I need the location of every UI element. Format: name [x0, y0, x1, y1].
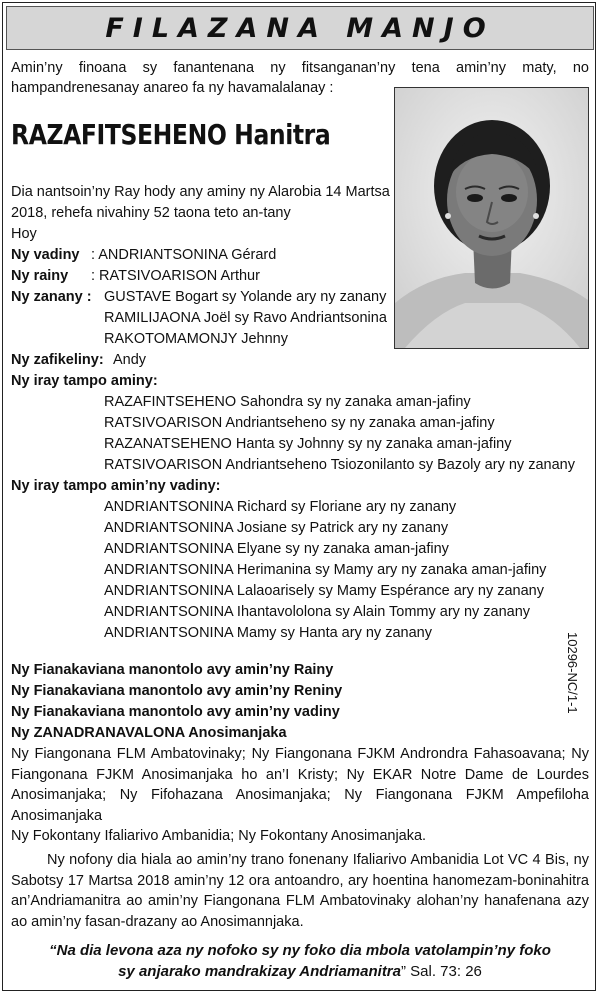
inlaw-item: ANDRIANTSONINA Ihantavololona sy Alain Tommy ary ny zanany	[104, 604, 531, 620]
child-item: RAKOTOMAMONJY Jehnny	[104, 331, 288, 347]
funeral-paragraph: Ny nofony dia hiala ao amin’ny trano fonenany Ifaliarivo Ambanidia Lot VC 4 Bis, ny Sabotsy 17 Martsa 2018 amin’ny 12 ora antoandro, ary hoentina hanomezam-boninahitra an’Andriamanitra ao amin’ny Fiangonana FLM Ambatovinaky alohan’ny hanafenana azy ao amin’ny fasan-drazany ao Anosimannjaka.	[11, 852, 589, 930]
quote-open: “	[49, 942, 57, 959]
sibling-item: RATSIVOARISON Andriantseheno Tsiozonilanto sy Bazoly ary ny zanany	[104, 457, 575, 473]
portrait-image	[395, 88, 588, 348]
quote-close: ”	[401, 963, 411, 980]
family-group: Ny ZANADRANAVALONA Anosimanjaka	[11, 725, 287, 741]
death-line-2: 2018, rehefa nivahiny 52 taona teto an-tany	[11, 205, 291, 221]
notice-title: FILAZANA MANJO	[105, 12, 495, 44]
death-line-3: Hoy	[11, 226, 37, 242]
sibling-item: RAZANATSEHENO Hanta sy Johnny sy ny zanaka aman-jafiny	[104, 436, 512, 452]
child-item: RAMILIJAONA Joël sy Ravo Andriantsonina	[104, 310, 387, 326]
inlaw-item: ANDRIANTSONINA Mamy sy Hanta ary ny zanany	[104, 625, 432, 641]
grandchild-value: Andy	[113, 352, 147, 368]
family-group: Ny Fianakaviana manontolo avy amin’ny Rainy	[11, 662, 334, 678]
inlaw-item: ANDRIANTSONINA Elyane sy ny zanaka aman-jafiny	[104, 541, 449, 557]
churches-paragraph: Ny Fiangonana FLM Ambatovinaky; Ny Fiangonana FJKM Androndra Fahasoavana; Ny Fiangonana FJKM Anosimanjaka ho an’I Kristy; Ny EKAR Notre Dame de Lourdes Anosimanjaka; Ny Fifohazana Anosimanjaka; Ny Fiangonana FJKM Ampefiloha Anosimanjaka	[11, 746, 589, 824]
bible-quote	[11, 940, 589, 982]
father-value: : RATSIVOARISON Arthur	[91, 268, 260, 284]
grandchild-label: Ny zafikeliny:	[11, 352, 104, 368]
intro-text: Amin’ny finoana sy fanantenana ny fitsanganan’ny tena amin’ny maty, no hampandrenesanay anareo fa ny havamalalanay :	[11, 60, 589, 96]
sibling-item: RATSIVOARISON Andriantseheno sy ny zanaka aman-jafiny	[104, 415, 495, 431]
spouse-value: : ANDRIANTSONINA Gérard	[91, 247, 277, 263]
deceased-name: RAZAFITSEHENO Hanitra	[11, 118, 331, 151]
spouse-label: Ny vadiny	[11, 247, 80, 263]
inlaw-item: ANDRIANTSONINA Herimanina sy Mamy ary ny zanaka aman-jafiny	[104, 562, 547, 578]
child-item: GUSTAVE Bogart sy Yolande ary ny zanany	[104, 289, 387, 305]
inlaw-item: ANDRIANTSONINA Lalaoarisely sy Mamy Espérance ary ny zanany	[104, 583, 544, 599]
family-group: Ny Fianakaviana manontolo avy amin’ny Reniny	[11, 683, 343, 699]
inlaw-item: ANDRIANTSONINA Josiane sy Patrick ary ny zanany	[104, 520, 449, 536]
sibling-item: RAZAFINTSEHENO Sahondra sy ny zanaka aman-jafiny	[104, 394, 471, 410]
notice-header	[6, 6, 594, 50]
quote-line-1: Na dia levona aza ny nofoko sy ny foko dia mbola vatolampin’ny foko	[56, 942, 551, 959]
inlaws-label: Ny iray tampo amin’ny vadiny:	[11, 478, 221, 494]
reference-code: 10296-NC/1-1	[565, 632, 580, 714]
quote-reference: Sal. 73: 26	[410, 963, 482, 980]
death-line-1: Dia nantsoin’ny Ray hody any aminy ny Alarobia 14 Martsa	[11, 184, 390, 200]
deceased-photo	[394, 87, 589, 349]
quote-line-2: sy anjarako mandrakizay Andriamanitra	[118, 963, 401, 980]
children-label: Ny zanany :	[11, 289, 92, 305]
family-group: Ny Fianakaviana manontolo avy amin’ny vadiny	[11, 704, 340, 720]
father-label: Ny rainy	[11, 268, 69, 284]
siblings-label: Ny iray tampo aminy:	[11, 373, 158, 389]
inlaw-item: ANDRIANTSONINA Richard sy Floriane ary ny zanany	[104, 499, 457, 515]
fokontany-line: Ny Fokontany Ifaliarivo Ambanidia; Ny Fokontany Anosimanjaka.	[11, 828, 427, 844]
